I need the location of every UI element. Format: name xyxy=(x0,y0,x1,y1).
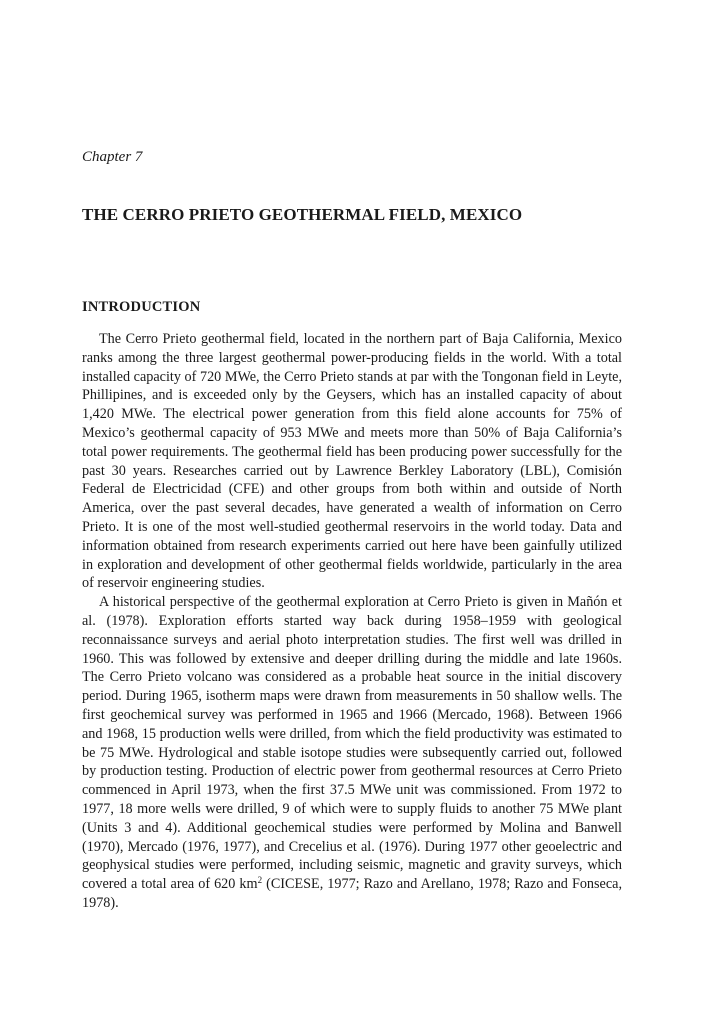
page xyxy=(82,0,622,1024)
paragraph-1: The Cerro Prieto geothermal field, located in the northern part of Baja California, Mexico ranks among the three largest geothermal power-producing fields in the world. With a total installed capacity of 720 MWe, the Cerro Prieto stands at par with the Tongonan field in Leyte, Phillipines, and is exceeded only by the Geysers, which has an installed capacity of about 1,420 MWe. The electrical power generation from this field alone accounts for 75% of Mexico’s geothermal capacity of 953 MWe and meets more than 50% of Baja California’s total power requirements. The geothermal field has been producing power successfully for the past 30 years. Researches carried out by Lawrence Berkley Laboratory (LBL), Comisión Federal de Electricidad (CFE) and other groups from both within and outside of North America, over the past several decades, have generated a wealth of information on Cerro Prieto. It is one of the most well-studied geothermal reservoirs in the world today. Data and information obtained from research experiments carried out here have been gainfully utilized in exploration and development of other geothermal fields worldwide, particularly in the area of reservoir engineering studies. xyxy=(82,331,622,592)
section-heading: INTRODUCTION xyxy=(82,299,201,315)
paragraph-2 xyxy=(82,593,622,913)
body-text xyxy=(82,330,622,913)
chapter-title: THE CERRO PRIETO GEOTHERMAL FIELD, MEXICO xyxy=(82,205,523,224)
chapter-label: Chapter 7 xyxy=(82,149,143,165)
superscript-2: 2 xyxy=(257,875,263,886)
paragraph-2-tail: (CICESE, 1977; Razo and Arellano, 1978; Razo and Fonseca, 1978). xyxy=(82,876,622,911)
paragraph-2-text: A historical perspective of the geothermal exploration at Cerro Prieto is given in Mañón et al. (1978). Exploration efforts started way back during 1958–1959 with geological reconnaissance surveys and aerial photo interpretation studies. The first well was drilled in 1960. This was followed by extensive and deeper drilling during the middle and late 1960s. The Cerro Prieto volcano was considered as a probable heat source in the initial discovery period. During 1965, isotherm maps were drawn from measurements in 50 shallow wells. The first geochemical survey was performed in 1965 and 1966 (Mercado, 1968). Between 1966 and 1968, 15 production wells were drilled, from which the field productivity was estimated to be 75 MWe. Hydrological and stable isotope studies were subsequently carried out, followed by production testing. Production of electric power from geothermal resources at Cerro Prieto commenced in April 1973, when the first 37.5 MWe unit was commissioned. From 1972 to 1977, 18 more wells were drilled, 9 of which were to supply fluids to another 75 MWe plant (Units 3 and 4). Additional geochemical studies were performed by Molina and Banwell (1970), Mercado (1976, 1977), and Crecelius et al. (1976). During 1977 other geoelectric and geophysical studies were performed, including seismic, magnetic and gravity surveys, which covered a total area of 620 km xyxy=(82,594,622,893)
